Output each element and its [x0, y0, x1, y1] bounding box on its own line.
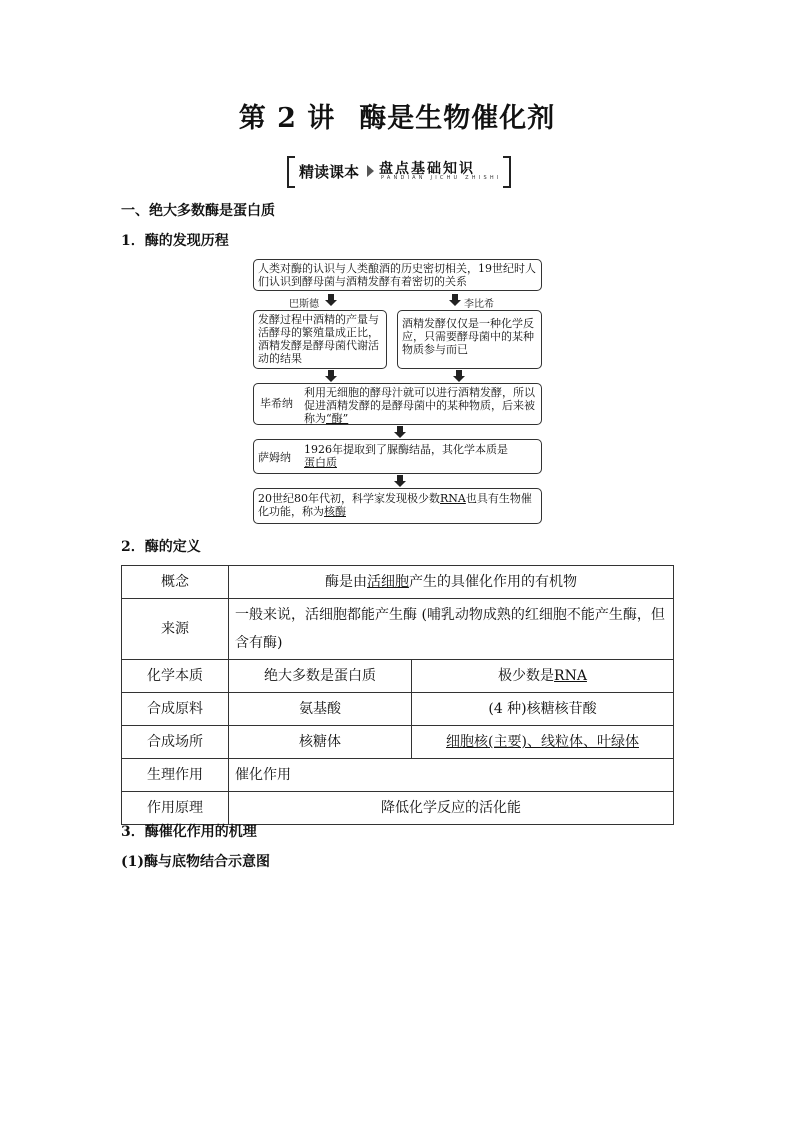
answer-living-cell: 活细胞	[367, 574, 409, 590]
flow-box-buchner	[253, 383, 542, 425]
row-header: 生理作用	[122, 759, 229, 792]
flow-box-liebig: 酒精发酵仅仅是一种化学反应，只需要酵母菌中的某种物质参与而已	[397, 310, 542, 369]
row-header: 概念	[122, 566, 229, 599]
arrow-down-icon	[453, 370, 465, 382]
page-title	[0, 96, 794, 135]
table-cell: 氨基酸	[229, 693, 412, 726]
subheading-mechanism: 3．酶催化作用的机理	[121, 824, 257, 840]
table-cell: 极少数是RNA	[412, 660, 674, 693]
table-row	[122, 759, 674, 792]
label-buchner: 毕希纳	[260, 397, 293, 410]
answer-rna: RNA	[554, 668, 587, 684]
answer-protein: 蛋白质	[304, 456, 337, 469]
table-row	[122, 599, 674, 660]
table-cell: 降低化学反应的活化能	[229, 792, 674, 825]
table-row	[122, 693, 674, 726]
subheading-binding-diagram: (1)酶与底物结合示意图	[121, 854, 270, 870]
badge-left-text: 精读课本	[299, 163, 360, 181]
badge-pinyin: PANDIAN JICHU ZHISHI	[381, 175, 502, 181]
subheading-discovery: 1．酶的发现历程	[121, 233, 229, 249]
sumner-text: 1926年提取到了脲酶结晶，其化学本质是 蛋白质	[304, 443, 508, 469]
arrow-down-icon	[325, 370, 337, 382]
table-row	[122, 792, 674, 825]
enzyme-definition-table	[121, 565, 674, 825]
section-heading-1: 一、绝大多数酶是蛋白质	[121, 203, 275, 219]
arrow-down-icon	[449, 294, 461, 306]
arrow-down-icon	[325, 294, 337, 306]
table-cell: 催化作用	[229, 759, 674, 792]
row-header: 作用原理	[122, 792, 229, 825]
table-cell: 细胞核(主要)、线粒体、叶绿体	[412, 726, 674, 759]
flow-box-sumner	[253, 439, 542, 474]
flow-box-pasteur: 发酵过程中酒精的产量与活酵母的繁殖量成正比，酒精发酵是酵母菌代谢活动的结果	[253, 310, 387, 369]
answer-ribozyme: 核酶	[324, 505, 346, 518]
row-header: 合成原料	[122, 693, 229, 726]
subheading-definition: 2．酶的定义	[121, 539, 201, 555]
table-cell: 绝大多数是蛋白质	[229, 660, 412, 693]
arrow-down-icon	[394, 426, 406, 438]
row-header: 来源	[122, 599, 229, 660]
right-bracket	[503, 156, 511, 188]
badge-arrow-icon	[367, 165, 374, 177]
table-cell: 一般来说，活细胞都能产生酶 (哺乳动物成熟的红细胞不能产生酶，但含有酶)	[229, 599, 674, 660]
flow-box-ribozyme: 20世纪80年代初，科学家发现极少数RNA也具有生物催化功能，称为核酶	[253, 488, 542, 524]
lecture-number: 第 2 讲	[238, 103, 336, 134]
label-sumner: 萨姆纳	[258, 451, 291, 464]
answer-rna: RNA	[440, 492, 466, 505]
table-row	[122, 660, 674, 693]
arrow-down-icon	[394, 475, 406, 487]
label-pasteur: 巴斯德	[289, 299, 319, 310]
table-row	[122, 566, 674, 599]
flow-box-intro: 人类对酶的认识与人类酿酒的历史密切相关，19世纪时人们认识到酵母菌与酒精发酵有着密切的关系	[253, 259, 542, 291]
lecture-title: 酶是生物催化剂	[359, 103, 556, 134]
buchner-text: 利用无细胞的酵母汁就可以进行酒精发酵，所以促进酒精发酵的是酵母菌中的某种物质，后来被称为“酶”	[304, 386, 535, 425]
table-cell: (4 种)核糖核苷酸	[412, 693, 674, 726]
table-row	[122, 726, 674, 759]
row-header: 合成场所	[122, 726, 229, 759]
answer-enzyme: “酶”	[326, 412, 349, 425]
row-header: 化学本质	[122, 660, 229, 693]
label-liebig: 李比希	[464, 299, 494, 310]
section-badge	[287, 156, 511, 186]
left-bracket	[287, 156, 295, 188]
table-cell: 核糖体	[229, 726, 412, 759]
badge-right-text: 盘点基础知识	[379, 161, 475, 177]
table-cell: 酶是由活细胞产生的具催化作用的有机物	[229, 566, 674, 599]
